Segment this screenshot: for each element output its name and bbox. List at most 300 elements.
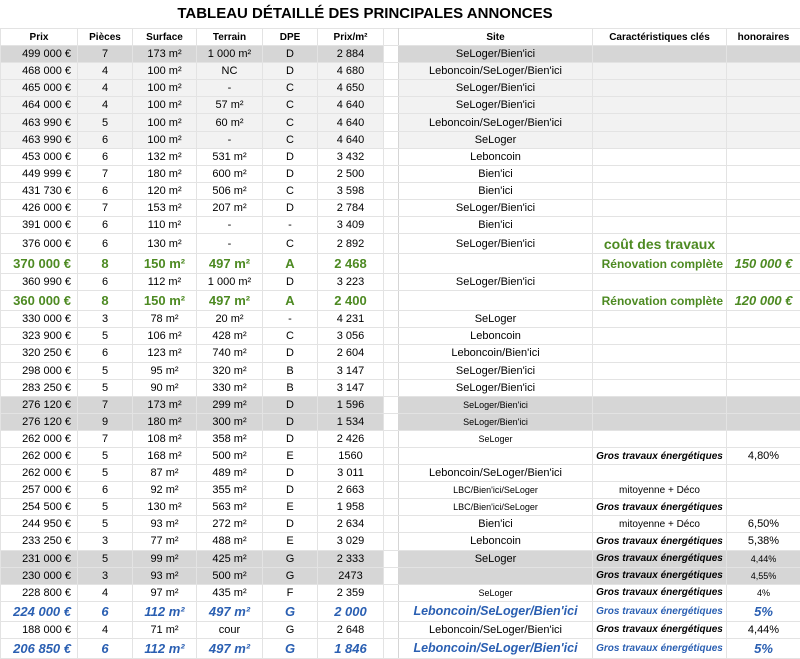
cell-terrain: 300 m² — [197, 413, 263, 430]
cell-car — [593, 379, 727, 396]
cell-car — [593, 165, 727, 182]
table-row — [1, 601, 800, 621]
cell-car: Gros travaux énergétiques — [593, 533, 727, 550]
cell-prixm2: 4 640 — [318, 97, 384, 114]
cell-surface: 168 m² — [133, 447, 197, 464]
table-row — [1, 567, 800, 584]
cell-dpe: D — [263, 465, 318, 482]
cell-site — [399, 254, 593, 274]
column-gap — [384, 567, 399, 584]
table-row — [1, 217, 800, 234]
cell-dpe: D — [263, 413, 318, 430]
cell-site: Leboncoin — [399, 533, 593, 550]
cell-car — [593, 97, 727, 114]
column-gap — [384, 482, 399, 499]
cell-pieces: 5 — [78, 362, 133, 379]
table-row — [1, 465, 800, 482]
cell-car — [593, 80, 727, 97]
column-gap — [384, 362, 399, 379]
table-row — [1, 80, 800, 97]
cell-hon — [727, 80, 800, 97]
cell-site: SeLoger — [399, 430, 593, 447]
cell-prixm2: 3 011 — [318, 465, 384, 482]
cell-prix: 283 250 € — [1, 379, 78, 396]
cell-pieces: 6 — [78, 482, 133, 499]
cell-hon — [727, 482, 800, 499]
cell-site: SeLoger/Bien'ici — [399, 199, 593, 216]
cell-car — [593, 311, 727, 328]
cell-prix: 391 000 € — [1, 217, 78, 234]
cell-terrain: 497 m² — [197, 638, 263, 658]
cell-site: SeLoger/Bien'ici — [399, 413, 593, 430]
column-gap — [384, 46, 399, 63]
column-gap — [384, 97, 399, 114]
table-row — [1, 345, 800, 362]
cell-surface: 130 m² — [133, 499, 197, 516]
cell-pieces: 6 — [78, 274, 133, 291]
cell-terrain: 358 m² — [197, 430, 263, 447]
table-row — [1, 379, 800, 396]
cell-car: mitoyenne + Déco — [593, 482, 727, 499]
cell-hon — [727, 379, 800, 396]
cell-surface: 180 m² — [133, 413, 197, 430]
cell-pieces: 7 — [78, 199, 133, 216]
table-row — [1, 311, 800, 328]
table-row — [1, 328, 800, 345]
cell-terrain: - — [197, 234, 263, 254]
column-gap — [384, 499, 399, 516]
cell-site: Leboncoin/SeLoger/Bien'ici — [399, 621, 593, 638]
cell-prix: 330 000 € — [1, 311, 78, 328]
cell-surface: 112 m² — [133, 601, 197, 621]
cell-car — [593, 131, 727, 148]
cell-dpe: D — [263, 46, 318, 63]
cell-terrain: - — [197, 80, 263, 97]
cell-terrain: 600 m² — [197, 165, 263, 182]
cell-dpe: E — [263, 533, 318, 550]
cell-pieces: 7 — [78, 165, 133, 182]
header-dpe: DPE — [263, 29, 318, 46]
cell-site: Leboncoin/Bien'ici — [399, 345, 593, 362]
cell-dpe: D — [263, 165, 318, 182]
cell-prixm2: 2 400 — [318, 291, 384, 311]
cell-surface: 150 m² — [133, 254, 197, 274]
cell-terrain: 488 m² — [197, 533, 263, 550]
table-row — [1, 499, 800, 516]
cell-site: SeLoger/Bien'ici — [399, 396, 593, 413]
column-gap — [384, 396, 399, 413]
column-gap — [384, 465, 399, 482]
cell-site: Leboncoin/SeLoger/Bien'ici — [399, 114, 593, 131]
cell-terrain: 320 m² — [197, 362, 263, 379]
table-row — [1, 165, 800, 182]
cell-car — [593, 362, 727, 379]
cell-prix: 449 999 € — [1, 165, 78, 182]
cell-dpe: F — [263, 584, 318, 601]
cell-surface: 120 m² — [133, 182, 197, 199]
cell-dpe: G — [263, 601, 318, 621]
cell-car — [593, 217, 727, 234]
cell-site: SeLoger — [399, 131, 593, 148]
table-row — [1, 584, 800, 601]
cell-dpe: D — [263, 430, 318, 447]
cell-terrain: - — [197, 217, 263, 234]
cell-car: Gros travaux énergétiques — [593, 601, 727, 621]
cell-pieces: 6 — [78, 148, 133, 165]
cell-prixm2: 2 359 — [318, 584, 384, 601]
cell-site — [399, 291, 593, 311]
cell-site: SeLoger — [399, 584, 593, 601]
cell-surface: 92 m² — [133, 482, 197, 499]
cell-surface: 150 m² — [133, 291, 197, 311]
table-row — [1, 254, 800, 274]
cell-terrain: 1 000 m² — [197, 46, 263, 63]
cell-prixm2: 2 663 — [318, 482, 384, 499]
table-row — [1, 234, 800, 254]
table-row — [1, 114, 800, 131]
cell-prixm2: 2 784 — [318, 199, 384, 216]
cell-prixm2: 4 680 — [318, 63, 384, 80]
cell-car — [593, 148, 727, 165]
cell-car — [593, 430, 727, 447]
cell-hon — [727, 430, 800, 447]
table-row — [1, 274, 800, 291]
cell-dpe: B — [263, 362, 318, 379]
cell-dpe: G — [263, 567, 318, 584]
column-gap — [384, 291, 399, 311]
table-row — [1, 97, 800, 114]
cell-car — [593, 63, 727, 80]
cell-hon — [727, 396, 800, 413]
cell-pieces: 4 — [78, 584, 133, 601]
cell-hon — [727, 362, 800, 379]
cell-hon — [727, 499, 800, 516]
cell-site: SeLoger — [399, 311, 593, 328]
header-prixm2: Prix/m² — [318, 29, 384, 46]
cell-dpe: C — [263, 114, 318, 131]
cell-prixm2: 2 634 — [318, 516, 384, 533]
cell-dpe: D — [263, 396, 318, 413]
column-gap — [384, 413, 399, 430]
cell-site — [399, 567, 593, 584]
table-row — [1, 63, 800, 80]
cell-surface: 90 m² — [133, 379, 197, 396]
cell-dpe: B — [263, 379, 318, 396]
cell-prixm2: 2473 — [318, 567, 384, 584]
cell-car: Gros travaux énergétiques — [593, 584, 727, 601]
cell-surface: 173 m² — [133, 396, 197, 413]
cell-surface: 100 m² — [133, 97, 197, 114]
cell-site: LBC/Bien'ici/SeLoger — [399, 499, 593, 516]
cell-terrain: 740 m² — [197, 345, 263, 362]
cell-prix: 206 850 € — [1, 638, 78, 658]
cell-prixm2: 1 846 — [318, 638, 384, 658]
cell-prix: 262 000 € — [1, 430, 78, 447]
cell-dpe: C — [263, 328, 318, 345]
cell-prixm2: 2 604 — [318, 345, 384, 362]
cell-surface: 87 m² — [133, 465, 197, 482]
header-row — [1, 29, 800, 46]
cell-surface: 173 m² — [133, 46, 197, 63]
cell-pieces: 4 — [78, 621, 133, 638]
cell-pieces: 6 — [78, 217, 133, 234]
cell-surface: 95 m² — [133, 362, 197, 379]
cell-hon — [727, 345, 800, 362]
table-row — [1, 621, 800, 638]
column-gap — [384, 148, 399, 165]
cell-car — [593, 46, 727, 63]
column-gap — [384, 550, 399, 567]
cell-prix: 230 000 € — [1, 567, 78, 584]
cell-hon: 4,44% — [727, 550, 800, 567]
cell-dpe: G — [263, 550, 318, 567]
cell-hon — [727, 148, 800, 165]
cell-hon — [727, 165, 800, 182]
cell-prixm2: 2 468 — [318, 254, 384, 274]
table-row — [1, 533, 800, 550]
cell-site: SeLoger/Bien'ici — [399, 234, 593, 254]
column-gap — [384, 80, 399, 97]
cell-site: Leboncoin — [399, 148, 593, 165]
cell-pieces: 6 — [78, 601, 133, 621]
cell-prix: 320 250 € — [1, 345, 78, 362]
cell-pieces: 5 — [78, 550, 133, 567]
table-row — [1, 516, 800, 533]
cell-site: Leboncoin/SeLoger/Bien'ici — [399, 601, 593, 621]
column-gap — [384, 621, 399, 638]
cell-site: Leboncoin/SeLoger/Bien'ici — [399, 63, 593, 80]
cell-site: Bien'ici — [399, 182, 593, 199]
cell-car: Gros travaux énergétiques — [593, 499, 727, 516]
cell-car: Gros travaux énergétiques — [593, 621, 727, 638]
cell-hon: 6,50% — [727, 516, 800, 533]
cell-surface: 180 m² — [133, 165, 197, 182]
table-row — [1, 550, 800, 567]
cell-site: SeLoger/Bien'ici — [399, 274, 593, 291]
column-gap — [384, 430, 399, 447]
cell-site: Bien'ici — [399, 217, 593, 234]
cell-surface: 93 m² — [133, 567, 197, 584]
cell-pieces: 7 — [78, 46, 133, 63]
cell-site: SeLoger/Bien'ici — [399, 80, 593, 97]
cell-dpe: D — [263, 63, 318, 80]
cell-prixm2: 3 147 — [318, 362, 384, 379]
cell-hon — [727, 217, 800, 234]
cell-prixm2: 3 147 — [318, 379, 384, 396]
cell-car — [593, 328, 727, 345]
cell-hon — [727, 328, 800, 345]
cell-prixm2: 3 409 — [318, 217, 384, 234]
cell-terrain: 299 m² — [197, 396, 263, 413]
column-gap — [384, 328, 399, 345]
cell-surface: 112 m² — [133, 638, 197, 658]
cell-prix: 426 000 € — [1, 199, 78, 216]
cell-pieces: 8 — [78, 254, 133, 274]
cell-prixm2: 4 640 — [318, 131, 384, 148]
cell-prixm2: 3 432 — [318, 148, 384, 165]
cell-prixm2: 1 534 — [318, 413, 384, 430]
cell-terrain: 60 m² — [197, 114, 263, 131]
cell-dpe: D — [263, 482, 318, 499]
cell-hon — [727, 63, 800, 80]
column-gap — [384, 584, 399, 601]
cell-terrain: 563 m² — [197, 499, 263, 516]
cell-terrain: 57 m² — [197, 97, 263, 114]
cell-prix: 298 000 € — [1, 362, 78, 379]
cell-prix: 262 000 € — [1, 447, 78, 464]
cell-dpe: A — [263, 254, 318, 274]
cell-prix: 360 990 € — [1, 274, 78, 291]
cell-dpe: D — [263, 148, 318, 165]
cell-terrain: NC — [197, 63, 263, 80]
cell-surface: 100 m² — [133, 131, 197, 148]
cell-prix: 224 000 € — [1, 601, 78, 621]
cell-surface: 93 m² — [133, 516, 197, 533]
cell-car — [593, 182, 727, 199]
cell-dpe: - — [263, 217, 318, 234]
cell-pieces: 5 — [78, 379, 133, 396]
cell-prix: 468 000 € — [1, 63, 78, 80]
cell-dpe: E — [263, 499, 318, 516]
cell-hon — [727, 274, 800, 291]
table-row — [1, 131, 800, 148]
cell-site: Leboncoin/SeLoger/Bien'ici — [399, 638, 593, 658]
cell-pieces: 3 — [78, 311, 133, 328]
cell-site: Leboncoin/SeLoger/Bien'ici — [399, 465, 593, 482]
cell-car — [593, 345, 727, 362]
cell-terrain: 330 m² — [197, 379, 263, 396]
cell-hon: 4,80% — [727, 447, 800, 464]
cell-terrain: 489 m² — [197, 465, 263, 482]
cell-terrain: 435 m² — [197, 584, 263, 601]
cell-prix: 453 000 € — [1, 148, 78, 165]
cell-prix: 323 900 € — [1, 328, 78, 345]
cell-surface: 77 m² — [133, 533, 197, 550]
cell-surface: 108 m² — [133, 430, 197, 447]
column-gap — [384, 533, 399, 550]
cell-pieces: 6 — [78, 638, 133, 658]
cell-terrain: 1 000 m² — [197, 274, 263, 291]
cell-dpe: G — [263, 621, 318, 638]
cell-surface: 123 m² — [133, 345, 197, 362]
cell-pieces: 6 — [78, 182, 133, 199]
cell-car: Gros travaux énergétiques — [593, 447, 727, 464]
cell-hon: 150 000 € — [727, 254, 800, 274]
cell-terrain: - — [197, 131, 263, 148]
cell-site — [399, 447, 593, 464]
header-prix: Prix — [1, 29, 78, 46]
column-gap — [384, 182, 399, 199]
cell-prix: 464 000 € — [1, 97, 78, 114]
cell-car: coût des travaux — [593, 234, 727, 254]
header-caracteristiques: Caractéristiques clés — [593, 29, 727, 46]
cell-prix: 262 000 € — [1, 465, 78, 482]
cell-pieces: 4 — [78, 63, 133, 80]
cell-car — [593, 465, 727, 482]
column-gap — [384, 234, 399, 254]
cell-dpe: D — [263, 199, 318, 216]
cell-dpe: C — [263, 97, 318, 114]
cell-terrain: 506 m² — [197, 182, 263, 199]
cell-dpe: D — [263, 274, 318, 291]
cell-pieces: 7 — [78, 430, 133, 447]
cell-prix: 188 000 € — [1, 621, 78, 638]
cell-prix: 276 120 € — [1, 413, 78, 430]
cell-terrain: 497 m² — [197, 601, 263, 621]
cell-site: Bien'ici — [399, 165, 593, 182]
cell-pieces: 4 — [78, 97, 133, 114]
cell-pieces: 3 — [78, 567, 133, 584]
cell-hon — [727, 199, 800, 216]
cell-prixm2: 2 333 — [318, 550, 384, 567]
table-row — [1, 413, 800, 430]
cell-pieces: 9 — [78, 413, 133, 430]
cell-prix: 228 800 € — [1, 584, 78, 601]
cell-terrain: cour — [197, 621, 263, 638]
table-row — [1, 396, 800, 413]
cell-prix: 465 000 € — [1, 80, 78, 97]
table-row — [1, 199, 800, 216]
cell-dpe: D — [263, 345, 318, 362]
table-row — [1, 148, 800, 165]
column-gap — [384, 274, 399, 291]
cell-dpe: C — [263, 131, 318, 148]
column-gap — [384, 165, 399, 182]
header-site: Site — [399, 29, 593, 46]
cell-surface: 110 m² — [133, 217, 197, 234]
cell-surface: 106 m² — [133, 328, 197, 345]
cell-prix: 376 000 € — [1, 234, 78, 254]
column-gap — [384, 63, 399, 80]
page-title: TABLEAU DÉTAILLÉ DES PRINCIPALES ANNONCES — [0, 0, 765, 28]
cell-prix: 244 950 € — [1, 516, 78, 533]
cell-prixm2: 1 596 — [318, 396, 384, 413]
column-gap — [384, 516, 399, 533]
cell-prixm2: 2 426 — [318, 430, 384, 447]
cell-hon — [727, 413, 800, 430]
cell-pieces: 6 — [78, 345, 133, 362]
cell-prixm2: 2 884 — [318, 46, 384, 63]
column-gap — [384, 199, 399, 216]
cell-hon — [727, 46, 800, 63]
cell-dpe: C — [263, 182, 318, 199]
cell-dpe: D — [263, 516, 318, 533]
cell-hon — [727, 182, 800, 199]
cell-surface: 112 m² — [133, 274, 197, 291]
cell-prixm2: 3 223 — [318, 274, 384, 291]
cell-hon: 4,55% — [727, 567, 800, 584]
cell-dpe: G — [263, 638, 318, 658]
cell-hon — [727, 97, 800, 114]
cell-surface: 100 m² — [133, 63, 197, 80]
cell-surface: 97 m² — [133, 584, 197, 601]
cell-pieces: 5 — [78, 447, 133, 464]
cell-dpe: - — [263, 311, 318, 328]
cell-terrain: 355 m² — [197, 482, 263, 499]
cell-car — [593, 114, 727, 131]
cell-pieces: 6 — [78, 131, 133, 148]
cell-car — [593, 199, 727, 216]
table-row — [1, 46, 800, 63]
column-gap — [384, 29, 399, 46]
table-row — [1, 291, 800, 311]
cell-pieces: 6 — [78, 234, 133, 254]
cell-car — [593, 396, 727, 413]
cell-prix: 431 730 € — [1, 182, 78, 199]
cell-pieces: 5 — [78, 114, 133, 131]
cell-terrain: 531 m² — [197, 148, 263, 165]
cell-site: SeLoger — [399, 550, 593, 567]
